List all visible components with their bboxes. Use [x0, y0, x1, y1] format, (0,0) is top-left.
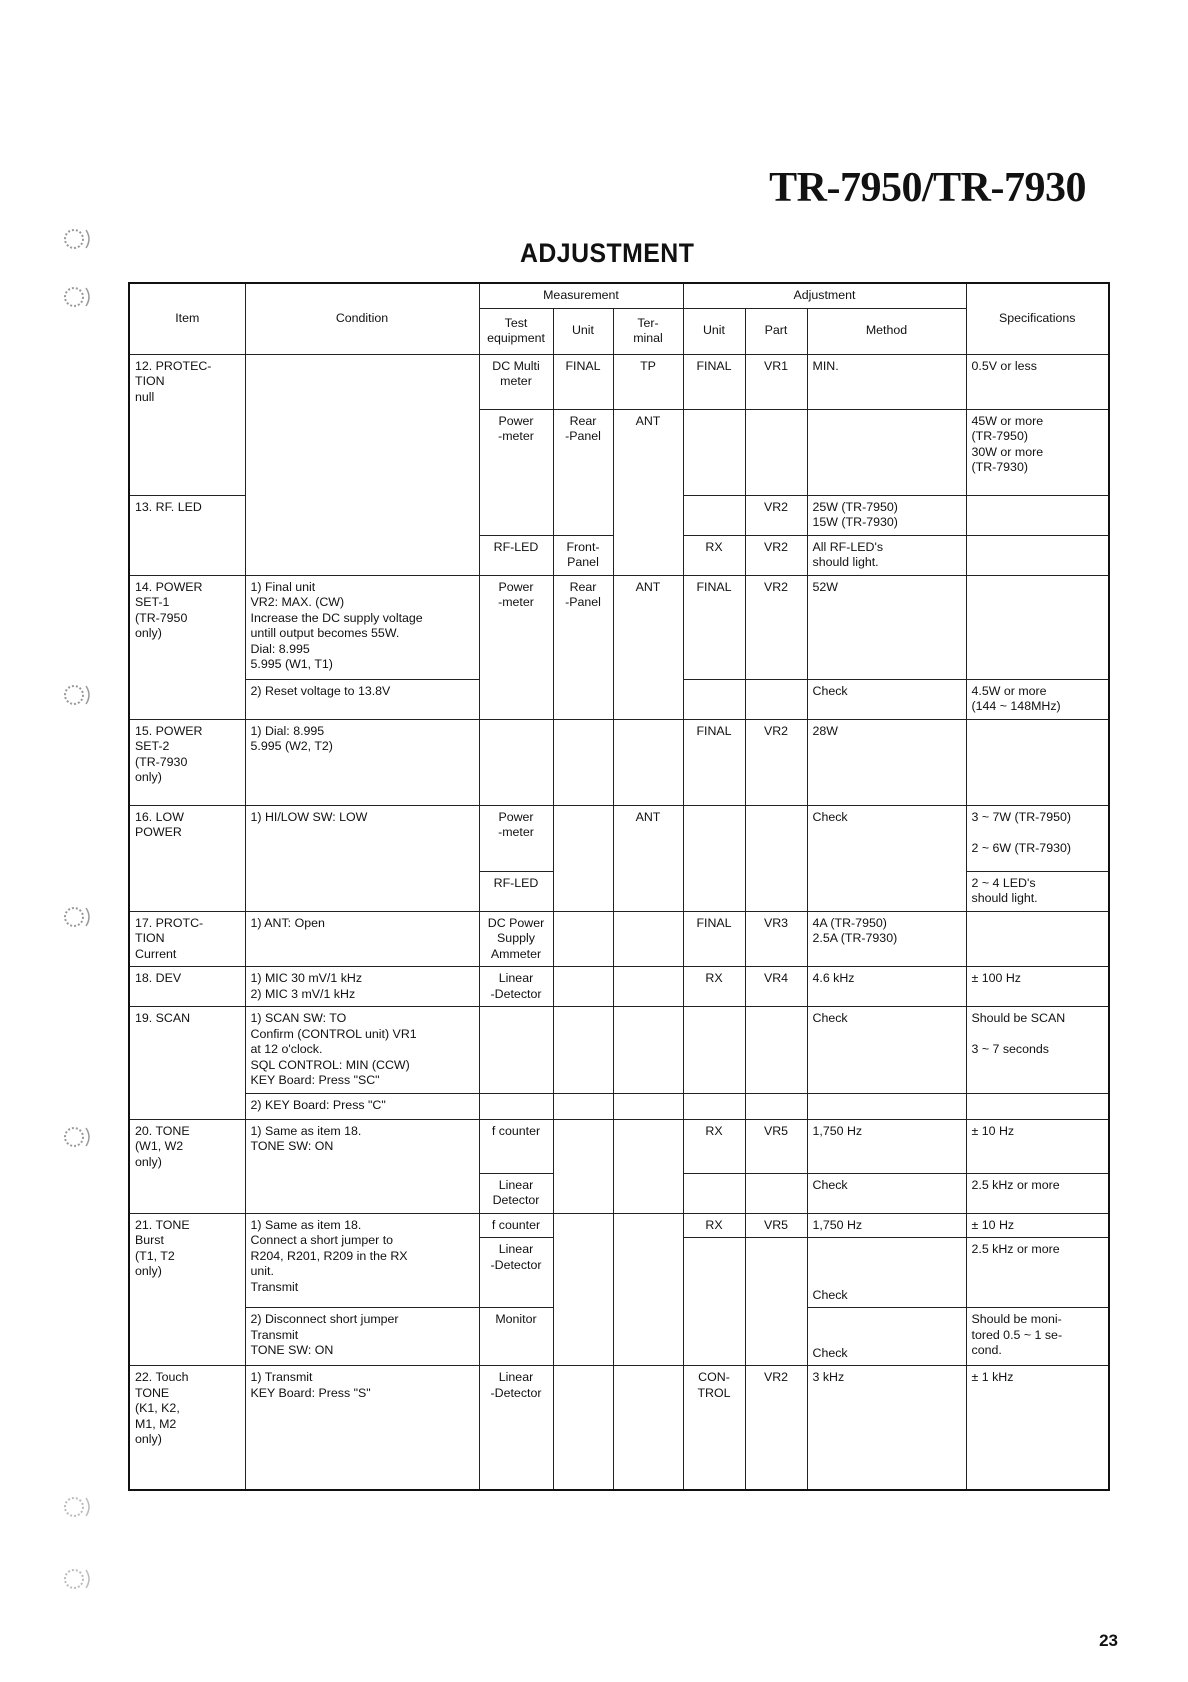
condition-cell: 1) ANT: Open — [245, 911, 479, 967]
measurement-unit-cell — [553, 911, 613, 967]
adjustment-unit-cell — [683, 1238, 745, 1366]
part-cell — [745, 1238, 807, 1366]
section-title: ADJUSTMENT — [520, 238, 695, 268]
part-cell: VR2 — [745, 1366, 807, 1490]
spec-cell: 45W or more (TR-7950) 30W or more (TR-7930) — [966, 409, 1109, 495]
binder-hole-icon — [60, 1120, 94, 1154]
part-cell: VR2 — [745, 495, 807, 535]
adjustment-unit-cell — [683, 1173, 745, 1213]
part-cell — [745, 409, 807, 495]
item-cell: 15. POWER SET-2 (TR-7930 only) — [129, 719, 245, 805]
item-cell: 21. TONE Burst (T1, T2 only) — [129, 1213, 245, 1366]
spec-cell: 2 ~ 4 LED's should light. — [966, 871, 1109, 911]
header-terminal: Ter- minal — [613, 308, 683, 354]
method-cell — [807, 1093, 966, 1119]
binder-hole-icon — [60, 280, 94, 314]
terminal-cell: ANT — [613, 409, 683, 575]
method-cell: 1,750 Hz — [807, 1119, 966, 1173]
part-cell — [745, 805, 807, 911]
condition-cell: 1) HI/LOW SW: LOW — [245, 805, 479, 911]
item-cell: 20. TONE (W1, W2 only) — [129, 1119, 245, 1213]
method-cell: 52W — [807, 575, 966, 679]
spec-cell: 2.5 kHz or more — [966, 1173, 1109, 1213]
terminal-cell: ANT — [613, 575, 683, 719]
header-row — [129, 283, 1109, 308]
condition-cell: 1) Transmit KEY Board: Press "S" — [245, 1366, 479, 1490]
header-item: Item — [129, 283, 245, 354]
table-row — [129, 354, 1109, 409]
part-cell: VR2 — [745, 535, 807, 575]
adjustment-unit-cell: FINAL — [683, 911, 745, 967]
terminal-cell — [613, 967, 683, 1007]
spec-cell: 0.5V or less — [966, 354, 1109, 409]
terminal-cell — [613, 1093, 683, 1119]
spec-cell: 4.5W or more (144 ~ 148MHz) — [966, 679, 1109, 719]
test-equipment-cell — [479, 719, 553, 805]
measurement-unit-cell — [553, 1366, 613, 1490]
condition-cell: 1) Same as item 18. Connect a short jumper to R204, R201, R209 in the RX unit. Transmit — [245, 1213, 479, 1308]
method-cell: Check — [807, 1173, 966, 1213]
table-row — [129, 967, 1109, 1007]
test-equipment-cell — [479, 1007, 553, 1094]
spec-cell — [966, 535, 1109, 575]
test-equipment-cell: Linear -Detector — [479, 1366, 553, 1490]
part-cell: VR5 — [745, 1213, 807, 1238]
part-cell: VR4 — [745, 967, 807, 1007]
table-row — [129, 1007, 1109, 1094]
terminal-cell: TP — [613, 354, 683, 409]
header-adjustment: Adjustment — [683, 283, 966, 308]
adjustment-unit-cell — [683, 1007, 745, 1094]
adjustment-unit-cell: RX — [683, 1213, 745, 1238]
table-row — [129, 575, 1109, 679]
part-cell — [745, 1007, 807, 1094]
condition-cell: 1) Dial: 8.995 5.995 (W2, T2) — [245, 719, 479, 805]
test-equipment-cell: f counter — [479, 1213, 553, 1238]
spec-cell — [966, 911, 1109, 967]
adjustment-table — [128, 282, 1110, 1491]
spec-cell: ± 1 kHz — [966, 1366, 1109, 1490]
spec-cell — [966, 495, 1109, 535]
method-cell: 25W (TR-7950) 15W (TR-7930) — [807, 495, 966, 535]
adjustment-unit-cell — [683, 1093, 745, 1119]
condition-cell: 2) Disconnect short jumper Transmit TONE SW: ON — [245, 1308, 479, 1366]
test-equipment-cell: RF-LED — [479, 535, 553, 575]
header-specifications: Specifications — [966, 283, 1109, 354]
method-cell: 3 kHz — [807, 1366, 966, 1490]
test-equipment-cell: Power -meter — [479, 805, 553, 871]
part-cell: VR5 — [745, 1119, 807, 1173]
header-adjustment-unit: Unit — [683, 308, 745, 354]
adjustment-unit-cell: FINAL — [683, 354, 745, 409]
condition-cell: 1) Final unit VR2: MAX. (CW) Increase the DC supply voltage untill output becomes 55W. Dial: 8.995 5.995 (W1, T1) — [245, 575, 479, 679]
binder-hole-icon — [60, 900, 94, 934]
adjustment-unit-cell: FINAL — [683, 719, 745, 805]
spec-cell: Should be SCAN 3 ~ 7 seconds — [966, 1007, 1109, 1094]
condition-cell — [245, 354, 479, 575]
table-row — [129, 1366, 1109, 1490]
adjustment-unit-cell: RX — [683, 967, 745, 1007]
method-cell: 28W — [807, 719, 966, 805]
adjustment-unit-cell: RX — [683, 535, 745, 575]
item-cell: 14. POWER SET-1 (TR-7950 only) — [129, 575, 245, 719]
table-row — [129, 1093, 1109, 1119]
part-cell: VR2 — [745, 575, 807, 679]
adjustment-unit-cell — [683, 495, 745, 535]
condition-cell: 1) MIC 30 mV/1 kHz 2) MIC 3 mV/1 kHz — [245, 967, 479, 1007]
terminal-cell — [613, 1119, 683, 1213]
part-cell — [745, 679, 807, 719]
page-number: 23 — [1099, 1631, 1118, 1650]
test-equipment-cell: Linear Detector — [479, 1173, 553, 1213]
item-cell: 22. Touch TONE (K1, K2, M1, M2 only) — [129, 1366, 245, 1490]
part-cell: VR3 — [745, 911, 807, 967]
method-cell: Check — [807, 805, 966, 911]
adjustment-unit-cell — [683, 805, 745, 911]
terminal-cell — [613, 719, 683, 805]
item-cell: 12. PROTEC- TION null — [129, 354, 245, 495]
spec-cell: ± 10 Hz — [966, 1119, 1109, 1173]
test-equipment-cell: DC Power Supply Ammeter — [479, 911, 553, 967]
measurement-unit-cell — [553, 1119, 613, 1213]
header-test-equipment: Test equipment — [479, 308, 553, 354]
spec-cell: Should be moni- tored 0.5 ~ 1 se- cond. — [966, 1308, 1109, 1366]
method-cell: MIN. — [807, 354, 966, 409]
part-cell: VR2 — [745, 719, 807, 805]
terminal-cell — [613, 911, 683, 967]
adjustment-unit-cell — [683, 409, 745, 495]
test-equipment-cell: Monitor — [479, 1308, 553, 1366]
adjustment-unit-cell: CON- TROL — [683, 1366, 745, 1490]
measurement-unit-cell — [553, 1093, 613, 1119]
terminal-cell — [613, 1366, 683, 1490]
spec-cell: ± 10 Hz — [966, 1213, 1109, 1238]
test-equipment-cell: DC Multi meter — [479, 354, 553, 409]
method-cell: Check — [807, 679, 966, 719]
adjustment-unit-cell: RX — [683, 1119, 745, 1173]
measurement-unit-cell — [553, 805, 613, 911]
spec-cell — [966, 1093, 1109, 1119]
measurement-unit-cell — [553, 967, 613, 1007]
spec-cell — [966, 719, 1109, 805]
table-row — [129, 1213, 1109, 1238]
condition-cell: 1) Same as item 18. TONE SW: ON — [245, 1119, 479, 1213]
test-equipment-cell — [479, 1093, 553, 1119]
method-cell: Check — [807, 1308, 966, 1366]
table-row — [129, 1119, 1109, 1173]
spec-cell: ± 100 Hz — [966, 967, 1109, 1007]
spec-cell: 3 ~ 7W (TR-7950) 2 ~ 6W (TR-7930) — [966, 805, 1109, 871]
binder-hole-icon — [60, 222, 94, 256]
adjustment-unit-cell — [683, 679, 745, 719]
terminal-cell — [613, 1213, 683, 1366]
model-title: TR-7950/TR-7930 — [769, 165, 1086, 211]
item-cell: 19. SCAN — [129, 1007, 245, 1120]
table-row — [129, 805, 1109, 871]
condition-cell: 2) Reset voltage to 13.8V — [245, 679, 479, 719]
method-cell: All RF-LED's should light. — [807, 535, 966, 575]
item-cell: 18. DEV — [129, 967, 245, 1007]
test-equipment-cell: Power -meter — [479, 409, 553, 535]
binder-hole-icon — [60, 1490, 94, 1524]
test-equipment-cell: Linear -Detector — [479, 1238, 553, 1308]
measurement-unit-cell — [553, 1213, 613, 1366]
method-cell: 4.6 kHz — [807, 967, 966, 1007]
test-equipment-cell: Linear -Detector — [479, 967, 553, 1007]
condition-cell: 1) SCAN SW: TO Confirm (CONTROL unit) VR1 at 12 o'clock. SQL CONTROL: MIN (CCW) KEY Board: Press "SC" — [245, 1007, 479, 1094]
measurement-unit-cell — [553, 719, 613, 805]
spec-cell — [966, 575, 1109, 679]
spec-cell: 2.5 kHz or more — [966, 1238, 1109, 1308]
header-part: Part — [745, 308, 807, 354]
item-cell: 17. PROTC- TION Current — [129, 911, 245, 967]
measurement-unit-cell: Front- Panel — [553, 535, 613, 575]
method-cell: 1,750 Hz — [807, 1213, 966, 1238]
adjustment-unit-cell: FINAL — [683, 575, 745, 679]
measurement-unit-cell — [553, 1007, 613, 1094]
table-row — [129, 911, 1109, 967]
method-cell: Check — [807, 1238, 966, 1308]
method-cell — [807, 409, 966, 495]
part-cell — [745, 1173, 807, 1213]
test-equipment-cell: RF-LED — [479, 871, 553, 911]
measurement-unit-cell: Rear -Panel — [553, 409, 613, 535]
test-equipment-cell: Power -meter — [479, 575, 553, 719]
header-measurement: Measurement — [479, 283, 683, 308]
method-cell: 4A (TR-7950) 2.5A (TR-7930) — [807, 911, 966, 967]
measurement-unit-cell: Rear -Panel — [553, 575, 613, 719]
binder-hole-icon — [60, 678, 94, 712]
measurement-unit-cell: FINAL — [553, 354, 613, 409]
header-method: Method — [807, 308, 966, 354]
condition-cell: 2) KEY Board: Press "C" — [245, 1093, 479, 1119]
terminal-cell — [613, 1007, 683, 1094]
header-measurement-unit: Unit — [553, 308, 613, 354]
test-equipment-cell: f counter — [479, 1119, 553, 1173]
method-cell: Check — [807, 1007, 966, 1094]
part-cell: VR1 — [745, 354, 807, 409]
header-condition: Condition — [245, 283, 479, 354]
part-cell — [745, 1093, 807, 1119]
terminal-cell: ANT — [613, 805, 683, 911]
item-cell: 13. RF. LED — [129, 495, 245, 575]
table-row — [129, 719, 1109, 805]
item-cell: 16. LOW POWER — [129, 805, 245, 911]
binder-hole-icon — [60, 1562, 94, 1596]
